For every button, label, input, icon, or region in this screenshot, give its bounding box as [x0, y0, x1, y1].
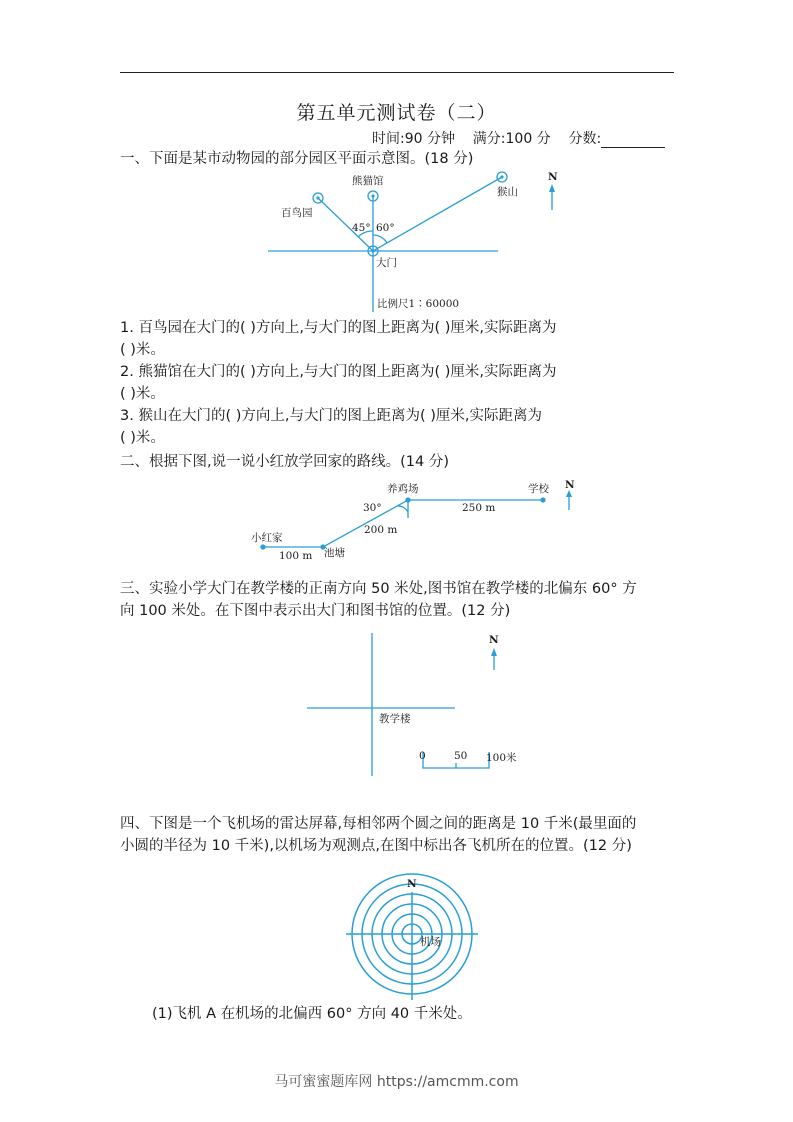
q3-line2: 向 100 米处。在下图中表示出大门和图书馆的位置。(12 分)	[120, 603, 511, 619]
q1-item-1-line2: ( )米。	[120, 342, 165, 358]
label-bird-garden: 百鸟园	[281, 207, 313, 219]
q1-item-2-line1: 2. 熊猫馆在大门的( )方向上,与大门的图上距离为( )厘米,实际距离为	[120, 364, 557, 380]
label-school: 学校	[528, 483, 549, 495]
full-score: 满分:100 分	[472, 131, 551, 147]
score-label: 分数:	[568, 131, 602, 147]
q1-item-1-line1: 1. 百鸟园在大门的( )方向上,与大门的图上距离为( )厘米,实际距离为	[120, 320, 557, 336]
q1-arc-60	[373, 235, 387, 243]
q2-distance-100: 100 m	[279, 550, 313, 562]
q4-radar	[346, 874, 478, 1000]
q2-school-dot	[540, 497, 545, 502]
q1-item-3-line1: 3. 猴山在大门的( )方向上,与大门的图上距离为( )厘米,实际距离为	[120, 408, 543, 424]
q3-scale-0: 0	[419, 750, 426, 762]
label-airport: 机场	[420, 936, 441, 948]
q2-angle-30: 30°	[363, 502, 382, 514]
label-panda-house: 熊猫馆	[352, 175, 384, 187]
q2-north-arrow-head	[566, 490, 572, 497]
q4-north-label: N	[407, 878, 417, 890]
q1-angle-45: 45°	[352, 222, 371, 234]
label-home: 小红家	[251, 532, 283, 544]
q3-scale-50: 50	[454, 750, 468, 762]
q1-angle-60: 60°	[376, 222, 395, 234]
label-teaching-building: 教学楼	[379, 713, 411, 725]
q2-home-dot	[260, 544, 265, 549]
q1-north-label: N	[548, 171, 558, 183]
q2-heading: 二、根据下图,说一说小红放学回家的路线。(14 分)	[120, 454, 449, 470]
q2-distance-250: 250 m	[462, 502, 496, 514]
q2-farm-dot	[405, 497, 410, 502]
q2-north-label: N	[565, 479, 575, 491]
label-monkey-hill: 猴山	[497, 186, 518, 198]
page-title: 第五单元测试卷（二）	[296, 102, 497, 124]
q3-line1: 三、实验小学大门在教学楼的正南方向 50 米处,图书馆在教学楼的北偏东 60° 方	[120, 581, 637, 597]
q3-north-arrow-head	[491, 648, 497, 656]
time-limit: 时间:90 分钟	[372, 131, 455, 147]
q1-north-arrow-head	[549, 184, 555, 192]
q1-scale-label: 比例尺1∶60000	[377, 298, 460, 310]
label-farm: 养鸡场	[387, 483, 419, 495]
q4-line1: 四、下图是一个飞机场的雷达屏幕,每相邻两个圆之间的距离是 10 千米(最里面的	[120, 816, 637, 832]
site-footer: 马可蜜蜜题库网 https://amcmm.com	[274, 1074, 519, 1090]
q4-line2: 小圆的半径为 10 千米),以机场为观测点,在图中标出各飞机所在的位置。(12 分)	[120, 838, 632, 854]
q4-sub-question-1: (1)飞机 A 在机场的北偏西 60° 方向 40 千米处。	[152, 1006, 472, 1022]
q2-distance-200: 200 m	[364, 524, 398, 536]
q2-arc-30	[398, 506, 408, 512]
q3-north-label: N	[489, 634, 499, 646]
q1-heading: 一、下面是某市动物园的部分园区平面示意图。(18 分)	[120, 151, 474, 167]
label-pond: 池塘	[324, 547, 345, 559]
q1-item-2-line2: ( )米。	[120, 386, 165, 402]
q1-ray-monkey	[373, 177, 502, 251]
q1-item-3-line2: ( )米。	[120, 430, 165, 446]
q3-scale-100: 100米	[486, 752, 517, 764]
label-gate: 大门	[376, 257, 397, 269]
